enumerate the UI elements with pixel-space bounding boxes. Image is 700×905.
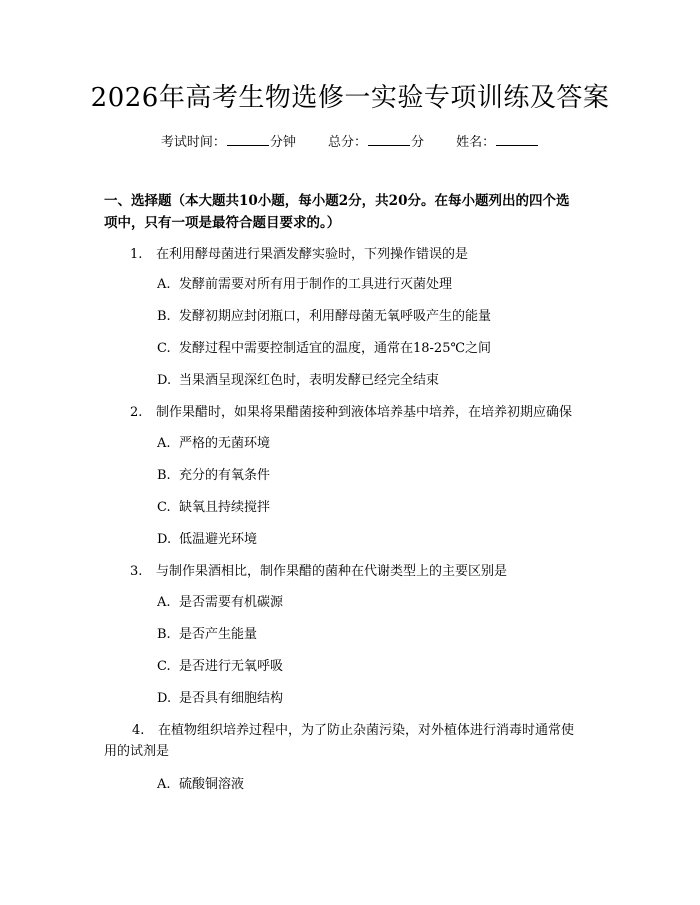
question-2 — [104, 402, 614, 423]
option-letter: A. — [157, 277, 171, 292]
exam-name — [456, 131, 539, 153]
question-3-option-a — [157, 593, 617, 613]
question-4 — [104, 720, 614, 762]
exam-time — [161, 131, 296, 153]
option-letter: B. — [157, 309, 171, 324]
question-number: 2. — [130, 405, 143, 420]
question-text: 在植物组织培养过程中，为了防止杂菌污染，对外植体进行消毒时通常使 — [158, 723, 575, 738]
question-2-option-d — [157, 530, 617, 550]
question-1-option-b — [157, 307, 617, 327]
question-2-option-c — [157, 498, 617, 518]
option-text: 充分的有氧条件 — [179, 468, 271, 483]
option-letter: D. — [157, 691, 172, 706]
question-4-option-a — [157, 775, 617, 795]
option-text: 硫酸铜溶液 — [179, 777, 245, 792]
question-text: 在利用酵母菌进行果酒发酵实验时，下列操作错误的是 — [156, 247, 469, 262]
name-label: 姓名： — [456, 135, 496, 150]
option-letter: B. — [157, 627, 171, 642]
question-number: 3. — [130, 564, 143, 579]
question-text-line-2: 用的试剂是 — [104, 744, 170, 759]
option-letter: D. — [157, 532, 172, 547]
option-letter: C. — [157, 341, 171, 356]
question-text-line-1 — [104, 720, 614, 741]
question-1-option-a — [157, 275, 617, 295]
question-3 — [104, 561, 614, 582]
question-1-option-d — [157, 371, 617, 391]
time-unit: 分钟 — [269, 135, 296, 150]
option-letter: D. — [157, 373, 172, 388]
option-letter: A. — [157, 777, 171, 792]
option-text: 严格的无菌环境 — [179, 436, 271, 451]
exam-meta — [0, 131, 700, 153]
question-1-option-c — [157, 339, 617, 359]
option-letter: B. — [157, 468, 171, 483]
question-3-option-b — [157, 625, 617, 645]
option-text: 发酵初期应封闭瓶口，利用酵母菌无氧呼吸产生的能量 — [179, 309, 492, 324]
document-title: 2026年高考生物选修一实验专项训练及答案 — [90, 83, 610, 113]
question-text: 与制作果酒相比，制作果醋的菌种在代谢类型上的主要区别是 — [156, 564, 508, 579]
question-2-option-a — [157, 434, 617, 454]
option-text: 是否进行无氧呼吸 — [179, 659, 284, 674]
score-blank — [368, 131, 410, 146]
section-heading — [104, 190, 614, 234]
question-1 — [104, 244, 614, 265]
question-3-option-c — [157, 657, 617, 677]
score-unit: 分 — [411, 135, 425, 150]
question-number: 4. — [132, 723, 145, 738]
option-text: 是否需要有机碳源 — [179, 595, 284, 610]
option-letter: A. — [157, 436, 171, 451]
option-text: 缺氧且持续搅拌 — [179, 500, 271, 515]
option-text: 当果酒呈现深红色时，表明发酵已经完全结束 — [179, 373, 440, 388]
question-2-option-b — [157, 466, 617, 486]
option-text: 是否产生能量 — [179, 627, 258, 642]
question-3-option-d — [157, 689, 617, 709]
exam-score — [328, 131, 424, 153]
name-blank — [496, 131, 538, 146]
question-number: 1. — [130, 247, 143, 262]
option-letter: C. — [157, 659, 171, 674]
option-letter: A. — [157, 595, 171, 610]
score-label: 总分： — [327, 135, 367, 150]
section-heading-line-1: 一、选择题（本大题共10小题，每小题2分，共20分。在每小题列出的四个选 — [104, 193, 570, 209]
option-text: 是否具有细胞结构 — [179, 691, 284, 706]
section-heading-line-2: 项中，只有一项是最符合题目要求的。） — [104, 215, 341, 231]
question-text: 制作果醋时，如果将果醋菌接种到液体培养基中培养，在培养初期应确保 — [156, 405, 573, 420]
option-text: 低温避光环境 — [179, 532, 258, 547]
option-text: 发酵前需要对所有用于制作的工具进行灭菌处理 — [179, 277, 453, 292]
time-blank — [227, 131, 269, 146]
option-letter: C. — [157, 500, 171, 515]
time-label: 考试时间： — [160, 135, 226, 150]
option-text: 发酵过程中需要控制适宜的温度，通常在18-25℃之间 — [179, 341, 492, 356]
